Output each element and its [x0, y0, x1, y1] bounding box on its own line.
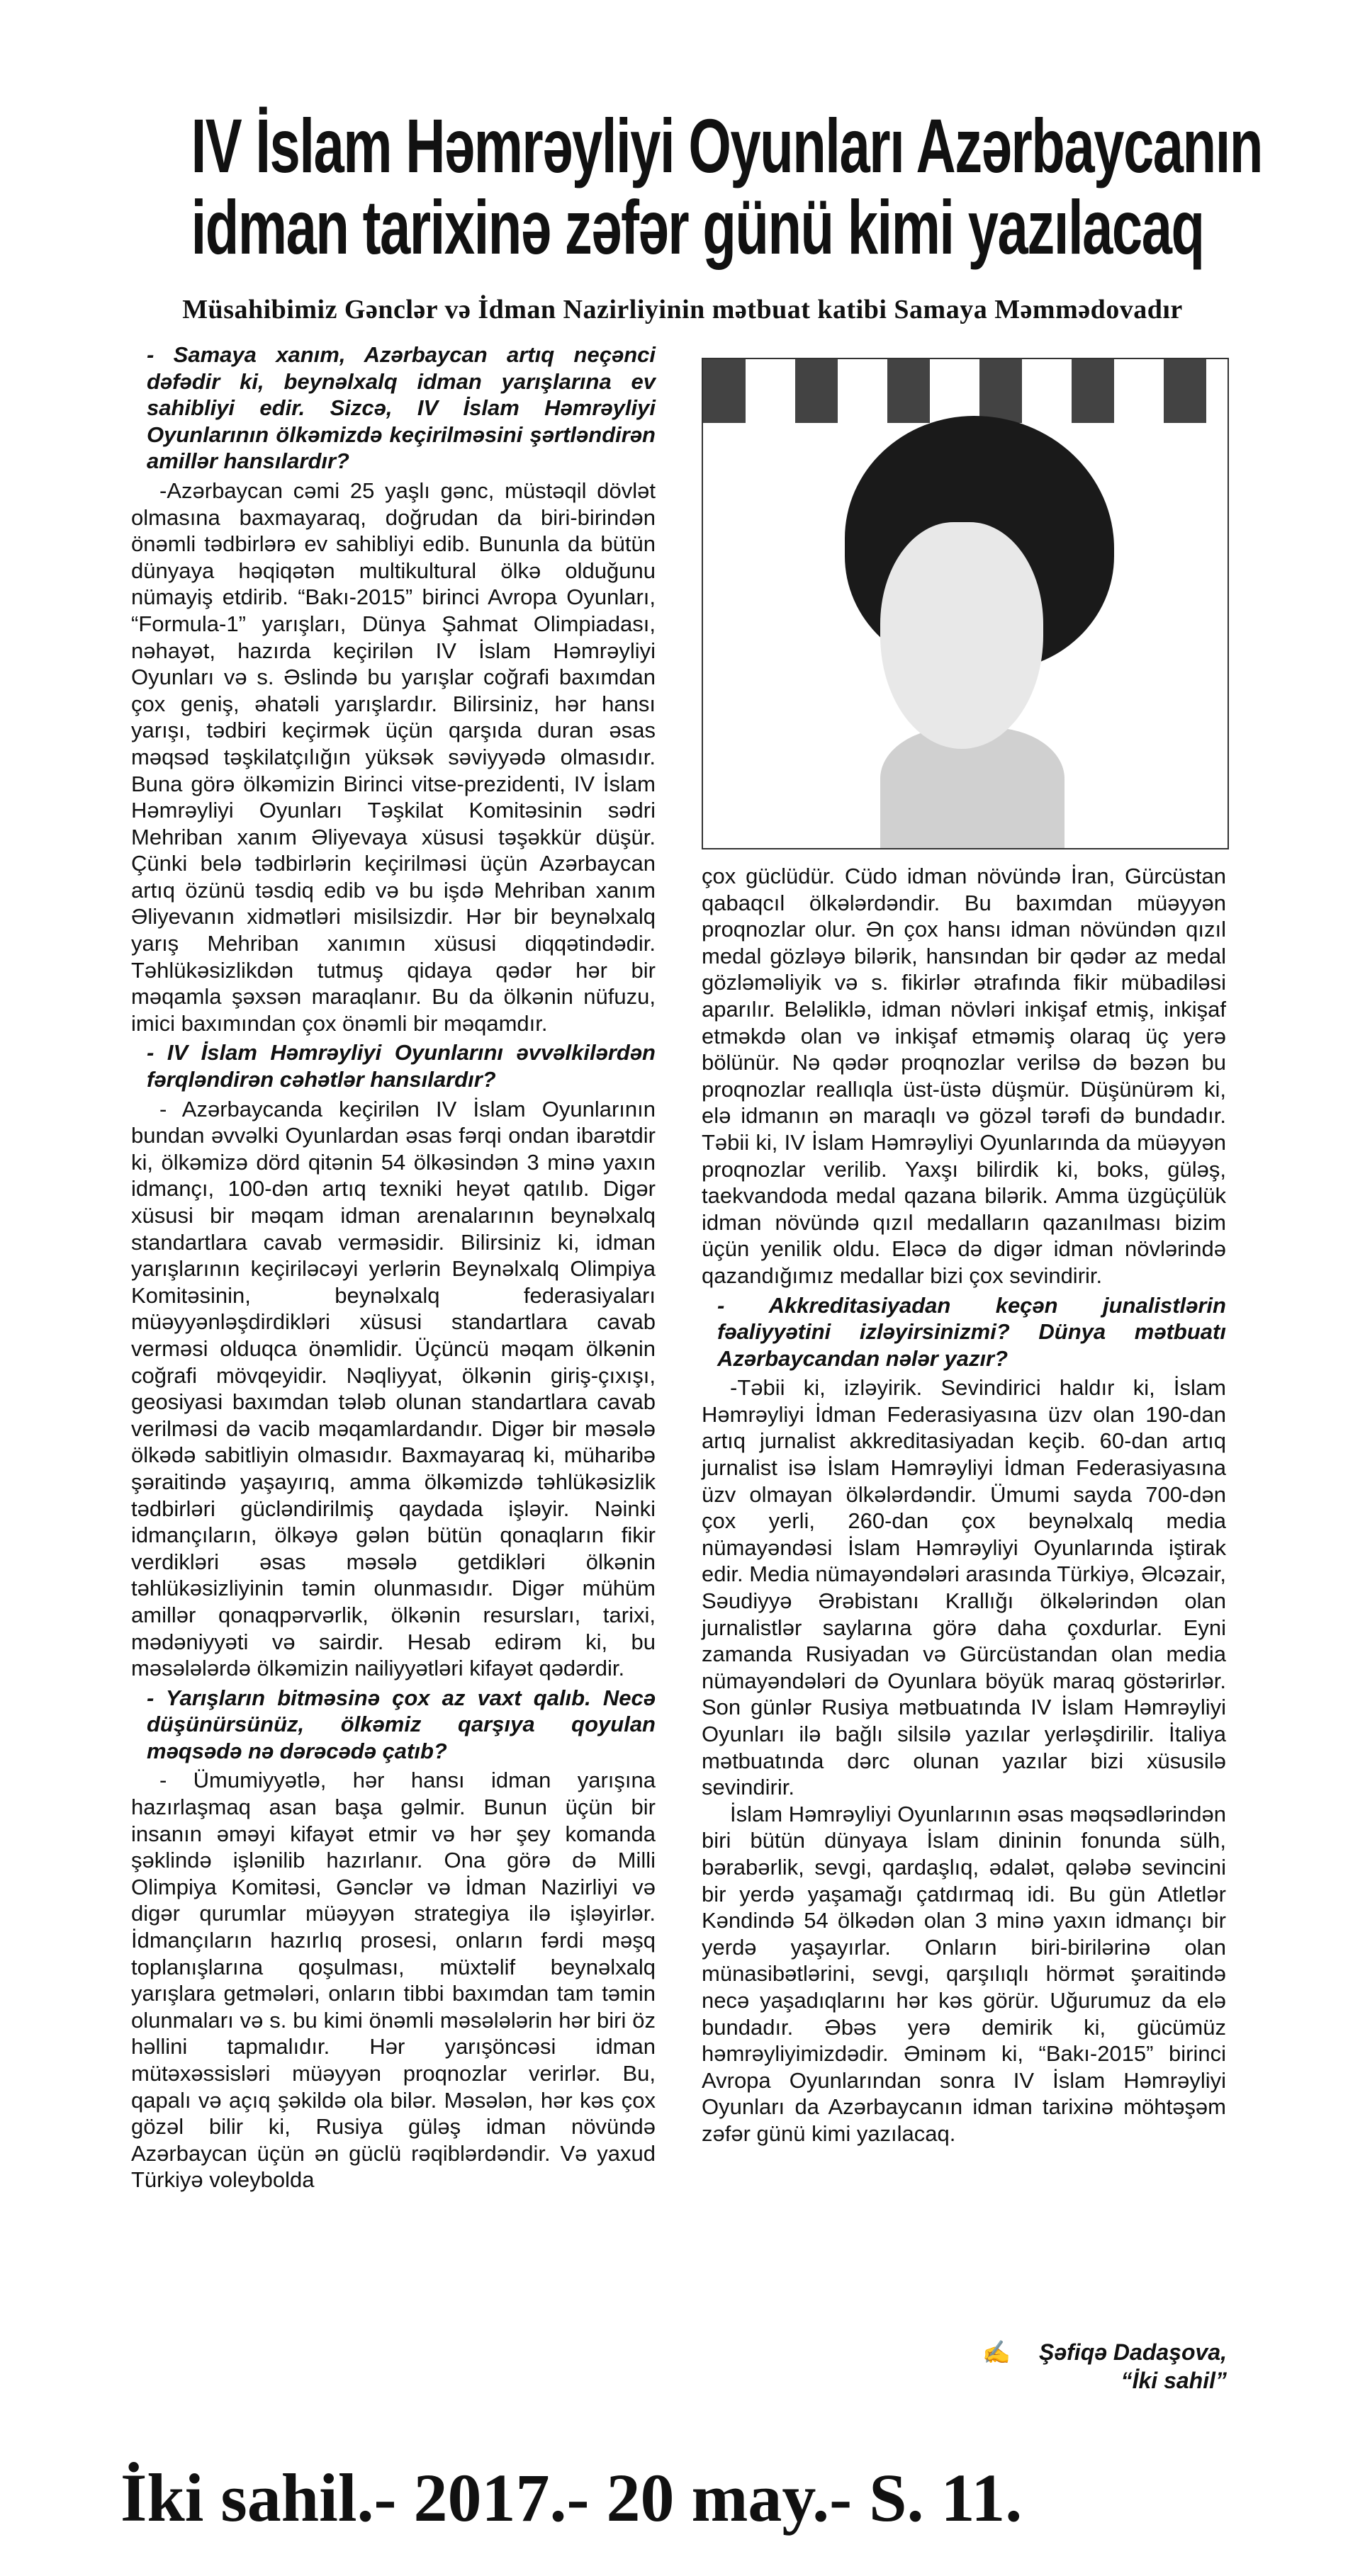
interview-answer: -Təbii ki, izləyirik. Sevindirici haldır ki, İslam Həmrəyliyi İdman Federasiyasına üzv olan 190-dan artıq jurnalist akkreditasiyadan keçib. 60-dan artıq jurnalist isə İslam Həmrəyliyi İdman Federasiyasına üzv olmayan ölkələrdəndir. Ümumi sayda 700-dən çox yerli, 260-dan çox beynəlxalq media nümayəndəsi İslam Həmrəyliyi Oyunlarında iştirak edir. Media nümayəndələri arasında Türkiyə, Əlcəzair, Səudiyyə Ərəbistanı Krallığı ölkələrindən olan jurnalistlər saylarına görə daha çoxdurlar. Eyni zamanda Rusiyadan və Gürcüstandan olan media nümayəndələri də Oyunlara böyük maraq göstərirlər. Son günlər Rusiya mətbuatında IV İslam Həmrəyliyi Oyunları ilə bağlı silsilə yazılar yerləşdirilir. İtaliya mətbuatında dərc olunan yazılar bizi xüsusilə sevindirir.: [702, 1375, 1226, 1800]
source-citation: İki sahil.- 2017.- 20 may.- S. 11.: [120, 2460, 1023, 2536]
interview-answer: -Azərbaycan cəmi 25 yaşlı gənc, müstəqil dövlət olmasına baxmayaraq, doğrudan da biri-birindən önəmli tədbirlərə ev sahibliyi edib. Bununla da bütün dünyaya həqiqətən multikultural ölkə olduğunu nümayiş etdirib. “Bakı-2015” birinci Avropa Oyunları, “Formula-1” yarışları, Dünya Şahmat Olimpiadası, nəhayət, hazırda keçirilən IV İslam Həmrəyliyi Oyunları və s. Əslində bu yarışlar coğrafi baxımdan çox geniş, əhatəli yarışlardır. Bilirsiniz, hər hansı yarışı, tədbiri keçirmək üçün qarşıda duran əsas məqsəd təşkilatçılığın yüksək səviyyədə olmasıdır. Buna görə ölkəmizin Birinci vitse-prezidenti, IV İslam Həmrəyliyi Oyunları Təşkilat Komitəsinin sədri Mehriban xanım Əliyevaya xüsusi təşəkkür düşür. Çünki belə tədbirlərin keçirilməsi üçün Azərbaycan artıq özünü təsdiq edib və bu işdə Mehriban xanım Əliyevanın xidmətləri misilsizdir. Hər bir beynəlxalq yarış Mehriban xanımın xüsusi diqqətindədir. Təhlükəsizlikdən tutmuş qidaya qədər hər bir məqamla şəxsən maraqlanır. Bu da ölkənin nüfuzu, imici baxımından çox önəmli bir məqamdır.: [131, 478, 656, 1036]
interview-answer: - Ümumiyyətlə, hər hansı idman yarışına hazırlaşmaq asan başa gəlmir. Bunun üçün bir insanın əməyi kifayət etmir və hər şey komanda şəklində işlənilib hazırlanır. Ona görə də Milli Olimpiya Komitəsi, Gənclər və İdman Nazirliyi və digər qurumlar müəyyən strategiya ilə işləyirlər. İdmançıların hazırlıq prosesi, onların fərdi məşq toplanışlarına qoşulması, müxtəlif beynəlxalq yarışlara getmələri, onların tibbi baxımdan tam təmin olunmaları və s. bu kimi önəmli məsələlərin hər biri öz həllini tapmalıdır. Hər yarışöncəsi idman mütəxəssisləri müəyyən proqnozlar verirlər. Bu, qapalı və açıq şəkildə ola bilər. Məsələn, hər kəs çox gözəl bilir ki, Rusiya güləş idman növündə Azərbaycan üçün ən güclü rəqiblərdəndir. Və yaxud Türkiyə voleybolda: [131, 1768, 656, 2193]
photo-face: [880, 522, 1043, 749]
headline-line-2: idman tarixinə zəfər günü kimi yazılacaq: [191, 184, 1204, 270]
background-sign: [703, 359, 1228, 423]
interview-answer: - Azərbaycanda keçirilən IV İslam Oyunlarının bundan əvvəlki Oyunlardan əsas fərqi ondan ibarətdir ki, ölkəmizə dörd qitənin 54 ölkəsindən 3 minə yaxın idmançı, 100-dən artıq texniki heyət qatılıb. Digər xüsusi bir məqam idman arenalarının beynəlxalq standartlara cavab verməsidir. Bilirsiniz ki, idman yarışlarının keçiriləcəyi yerlərin Beynəlxalq Olimpiya Komitəsinin, beynəlxalq federasiyaları müəyyənləşdirdikləri xüsusi standartlara cavab verməsi olduqca önəmlidir. Üçüncü məqam ölkənin coğrafi mövqeyidir. Nəqliyyat, ölkənin giriş-çıxışı, geosiyasi baxımdan tələb olunan standartlara cavab verilməsi də vacib məqamlardandır. Digər bir məsələ ölkədə sabitliyin olmasıdır. Baxmayaraq ki, müharibə şəraitində yaşayırıq, amma ölkəmizdə təhlükəsizlik tədbirləri gücləndirilmiş qaydada işləyir. Nəinki idmançıların, ölkəyə gələn bütün qonaqların fikir verdikləri əsas məsələ getdikləri ölkənin təhlükəsizliyinin təmin olunmasıdır. Digər mühüm amillər qonaqpərvərlik, ölkənin resursları, tarixi, mədəniyyəti və sairdir. Hesab edirəm ki, bu məsələlərdə ölkəmizin nailiyyətləri kifayət qədərdir.: [131, 1096, 656, 1681]
interview-answer: İslam Həmrəyliyi Oyunlarının əsas məqsədlərindən biri bütün dünyaya İslam dininin fonunda sülh, bərabərlik, sevgi, qardaşlıq, ədalət, qələbə sevincini bir yerdə yaşamağı çatdırmaq idi. Bu gün Atletlər Kəndində 54 ölkədən olan 3 minə yaxın idmançı bir yerdə yaşayırlar. Onların biri-birilərinə olan münasibətlərini, sevgi, qarşılıqlı hörmət şəraitində necə yaşadıqlarını hər kəs görür. Uğurumuz da elə bundadır. Əbəs yerə demirik ki, gücümüz həmrəyliyimizdədir. Əminəm ki, “Bakı-2015” birinci Avropa Oyunlarından sonra IV İslam Həmrəyliyi Oyunları da Azərbaycanın idman tarixinə möhtəşəm zəfər günü kimi yazılacaq.: [702, 1801, 1226, 2146]
byline: [982, 2338, 1227, 2395]
interview-question: - Yarışların bitməsinə çox az vaxt qalıb. Necə düşünürsünüz, ölkəmiz qarşıya qoyulan məqsədə nə dərəcədə çatıb?: [147, 1685, 656, 1763]
portrait-photo: [702, 358, 1229, 849]
author-name: Şəfiqə Dadaşova,: [1039, 2339, 1227, 2365]
headline-line-1: IV İslam Həmrəyliyi Oyunları Azərbaycanın: [191, 103, 1262, 188]
interview-question: - Samaya xanım, Azərbaycan artıq neçənci dəfədir ki, beynəlxalq idman yarışlarına ev sahibliyi edir. Sizcə, IV İslam Həmrəyliyi Oyunlarının ölkəmizdə keçirilməsini şərtləndirən amillər hansılardır?: [147, 342, 656, 474]
interview-question: - Akkreditasiyadan keçən junalistlərin fəaliyyətini izləyirsinizmi? Dünya mətbuatı Azərbaycandan nələr yazır?: [717, 1292, 1226, 1371]
subheadline: Müsahibimiz Gənclər və İdman Nazirliyinin mətbuat katibi Samaya Məmmədovadır: [182, 295, 1183, 324]
interview-question: - IV İslam Həmrəyliyi Oyunlarını əvvəlkilərdən fərqləndirən cəhətlər hansılardır?: [147, 1040, 656, 1092]
pen-icon: ✍: [982, 2339, 1011, 2365]
publication-name: “İki sahil”: [1120, 2368, 1227, 2393]
left-column: [131, 339, 656, 2193]
right-column: [702, 863, 1226, 2147]
interview-answer: çox güclüdür. Cüdo idman növündə İran, Gürcüstan qabaqcıl ölkələrdəndir. Bu baxımdan müəyyən proqnozlar olur. Ən çox hansı idman növündən qızıl medal gözləyə bilərik, hansından bir qədər az medal gözləməliyik və s. fikirlər ətrafında fikir mübadiləsi aparılır. Beləliklə, idman növləri inkişaf etmiş, inkişaf etməkdə olan və inkişaf etməmiş olaraq üç yerə bölünür. Nə qədər proqnozlar verilsə də bəzən bu proqnozlar reallıqla üst-üstə düşmür. Düşünürəm ki, elə idmanın ən maraqlı və gözəl tərəfi də bundadır. Təbii ki, IV İslam Həmrəyliyi Oyunlarında da müəyyən proqnozlar verilib. Yaxşı bilirdik ki, boks, güləş, taekvandoda medal qazana bilərik. Amma üzgüçülük idman növündə qızıl medalların qazanılması bizim üçün yenilik oldu. Eləcə də digər idman növlərində qazandığımız medallar bizi çox sevindirir.: [702, 864, 1226, 1288]
